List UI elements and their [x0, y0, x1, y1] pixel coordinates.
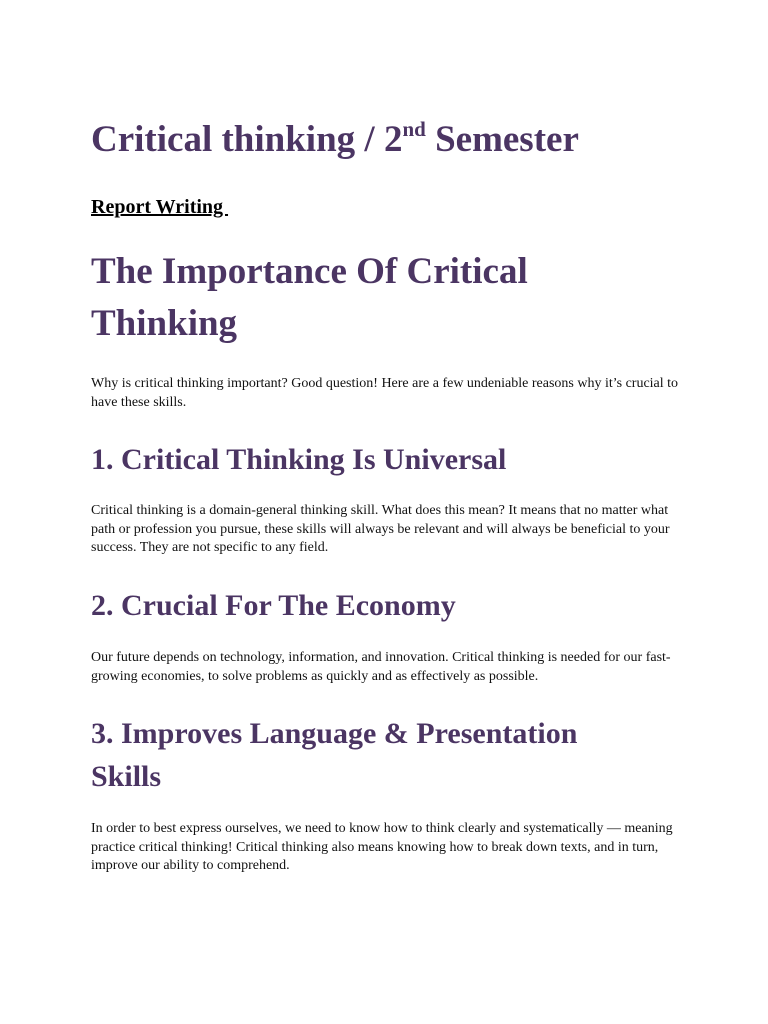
title-main-text: Critical thinking / 2	[91, 119, 403, 160]
intro-paragraph: Why is critical thinking important? Good question! Here are a few undeniable reasons why it’s crucial to have these skills.	[91, 376, 679, 410]
section-body-2: Our future depends on technology, information, and innovation. Critical thinking is needed for our fast-growing economies, to solve problems as quickly and as effectively as possible.	[91, 650, 671, 684]
section-heading-2: 2. Crucial For The Economy	[91, 589, 456, 622]
section-body-1: Critical thinking is a domain-general thinking skill. What does this mean? It means that no matter what path or profession you pursue, these skills will always be relevant and will always be beneficial to your success. They are not specific to any field.	[91, 503, 670, 555]
report-writing-subtitle: Report Writing	[91, 196, 229, 218]
title-superscript: nd	[402, 117, 426, 141]
section-heading-3: 3. Improves Language & Presentation Skills	[91, 717, 578, 793]
document-title	[91, 116, 579, 164]
main-heading: The Importance Of Critical Thinking	[91, 251, 528, 344]
title-end-text: Semester	[425, 119, 579, 160]
section-heading-1: 1. Critical Thinking Is Universal	[91, 443, 507, 476]
section-body-3: In order to best express ourselves, we need to know how to think clearly and systematically — meaning practice critical thinking! Critical thinking also means knowing how to break down texts, and in turn, improve our ability to comprehend.	[91, 821, 673, 873]
